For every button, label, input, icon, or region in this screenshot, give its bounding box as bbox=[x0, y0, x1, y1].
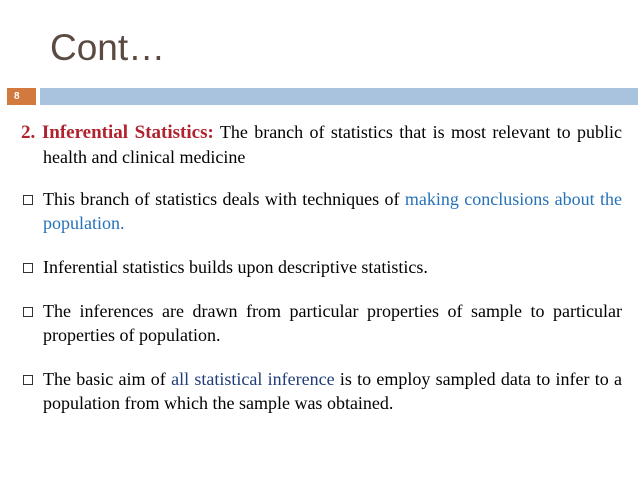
hollow-square-bullet-icon bbox=[23, 375, 33, 385]
bullet-item-3 bbox=[21, 299, 622, 347]
slide-title: Cont… bbox=[50, 27, 166, 68]
bullet-item-2 bbox=[21, 255, 622, 279]
bullet-4-text-after: is to employ sampled data to infer to a population from which the sample was obtained. bbox=[43, 369, 622, 413]
bullet-4-highlight: all statistical inference bbox=[171, 369, 335, 389]
intro-text: The branch of statistics that is most relevant to public health and clinical medicine bbox=[43, 122, 622, 167]
bullet-item-4 bbox=[21, 367, 622, 415]
bullet-4-text-before: The basic aim of bbox=[43, 369, 172, 389]
slide-body bbox=[21, 120, 622, 435]
bullet-1-text: This branch of statistics deals with techniques of bbox=[43, 189, 405, 209]
intro-paragraph bbox=[21, 120, 622, 169]
hollow-square-bullet-icon bbox=[23, 307, 33, 317]
bullet-item-1 bbox=[21, 187, 622, 235]
title-underline-bar bbox=[40, 88, 638, 105]
bullet-1-highlight: making conclusions about the population. bbox=[43, 189, 623, 233]
hollow-square-bullet-icon bbox=[23, 195, 33, 205]
page-number: 8 bbox=[7, 88, 36, 105]
bullet-2-text: Inferential statistics builds upon descriptive statistics. bbox=[43, 257, 428, 277]
bullet-3-text: The inferences are drawn from particular properties of sample to particular properties of population. bbox=[43, 301, 622, 345]
inferential-statistics-heading: 2. Inferential Statistics: bbox=[21, 122, 214, 143]
hollow-square-bullet-icon bbox=[23, 263, 33, 273]
